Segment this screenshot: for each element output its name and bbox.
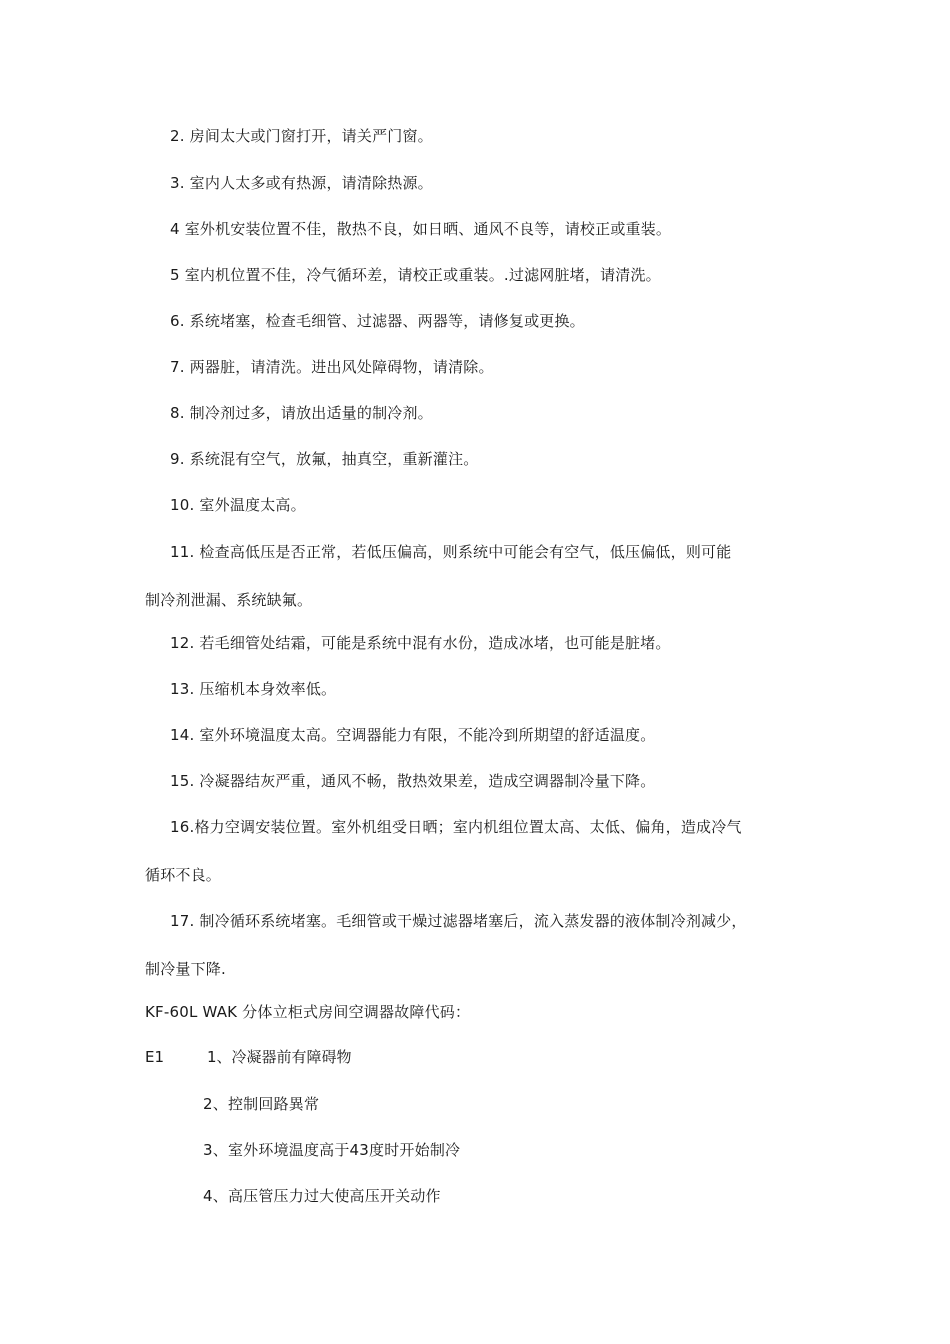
item-3: 3. 室内人太多或有热源，请清除热源。 xyxy=(170,174,433,192)
fault-cause-1: 1、冷凝器前有障碍物 xyxy=(207,1048,352,1066)
item-13: 13. 压缩机本身效率低。 xyxy=(170,680,337,698)
fault-cause-4: 4、高压管压力过大使高压开关动作 xyxy=(203,1187,441,1205)
item-11-continued: 制冷剂泄漏、系统缺氟。 xyxy=(145,591,313,609)
item-17-continued: 制冷量下降. xyxy=(145,960,226,978)
item-16: 16.格力空调安装位置。室外机组受日晒；室内机组位置太高、太低、偏角，造成冷气 xyxy=(170,818,742,836)
item-4: 4 室外机安装位置不佳，散热不良，如日晒、通风不良等，请校正或重装。 xyxy=(170,220,672,238)
item-16-continued: 循环不良。 xyxy=(145,866,222,884)
fault-code-label: E1 xyxy=(145,1048,165,1066)
item-8: 8. 制冷剂过多，请放出适量的制冷剂。 xyxy=(170,404,433,422)
item-11: 11. 检查高低压是否正常，若低压偏高，则系统中可能会有空气，低压偏低，则可能 xyxy=(170,543,732,561)
item-15: 15. 冷凝器结灰严重，通风不畅，散热效果差，造成空调器制冷量下降。 xyxy=(170,772,656,790)
fault-code-heading: KF-60L WAK 分体立柜式房间空调器故障代码： xyxy=(145,1003,471,1021)
item-2: 2. 房间太大或门窗打开，请关严门窗。 xyxy=(170,127,433,145)
item-12: 12. 若毛细管处结霜，可能是系统中混有水份，造成冰堵，也可能是脏堵。 xyxy=(170,634,671,652)
item-7: 7. 两器脏，请清洗。进出风处障碍物，请清除。 xyxy=(170,358,494,376)
item-10: 10. 室外温度太高。 xyxy=(170,496,306,514)
item-5: 5 室内机位置不佳，冷气循环差，请校正或重装。.过滤网脏堵，请清洗。 xyxy=(170,266,661,284)
fault-cause-3: 3、室外环境温度高于43度时开始制冷 xyxy=(203,1141,461,1159)
fault-cause-2: 2、控制回路異常 xyxy=(203,1095,320,1113)
item-17: 17. 制冷循环系统堵塞。毛细管或干燥过滤器堵塞后，流入蒸发器的液体制冷剂减少， xyxy=(170,912,747,930)
item-6: 6. 系统堵塞，检查毛细管、过滤器、两器等，请修复或更换。 xyxy=(170,312,585,330)
item-9: 9. 系统混有空气，放氟，抽真空，重新灌注。 xyxy=(170,450,479,468)
item-14: 14. 室外环境温度太高。空调器能力有限，不能冷到所期望的舒适温度。 xyxy=(170,726,656,744)
